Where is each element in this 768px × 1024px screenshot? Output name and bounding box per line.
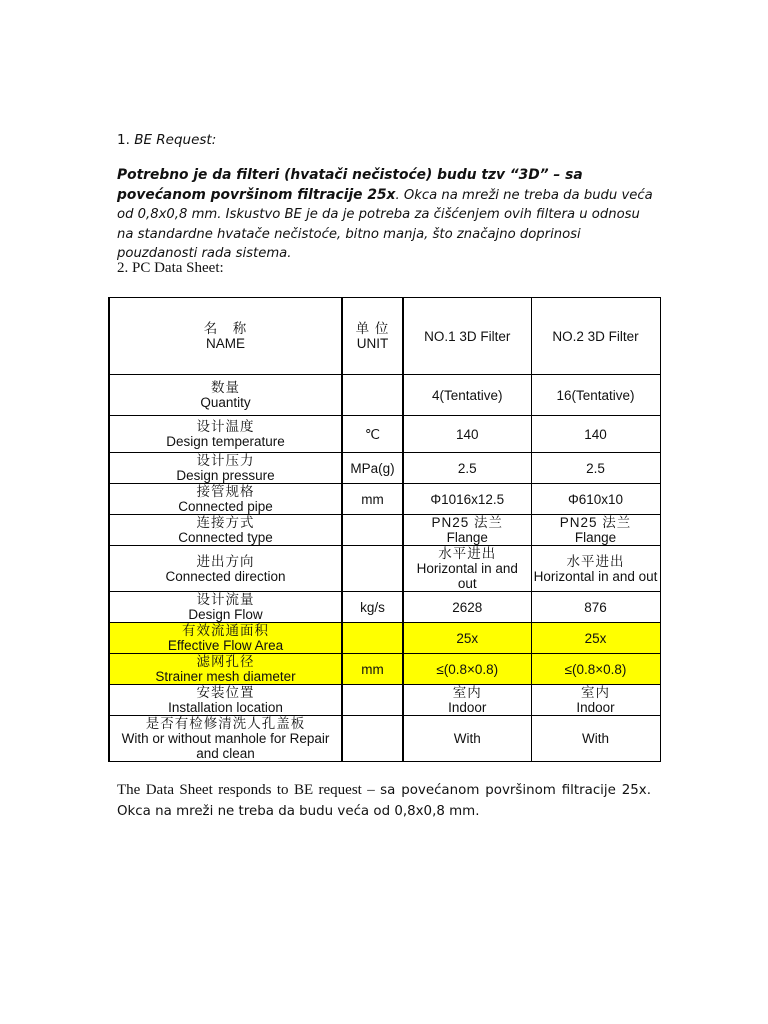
row-unit-cell [342,546,403,592]
data-sheet-table [108,297,661,762]
header-col2-cell: NO.2 3D Filter [531,298,660,375]
row-name-en: Design temperature [166,434,285,449]
row-name-cjk: 接管规格 [196,484,255,499]
table-row [109,416,660,453]
table-row [109,546,660,592]
header-name-en: NAME [205,336,245,351]
conclusion-sans-text: sa povećanom površinom filtracije 25x. Okca na mreži ne treba da budu veća od 0,8x0,8 mm. [117,783,651,819]
row-name-cell [109,654,342,685]
section-1-title: BE Request: [134,132,217,148]
row-value1-cjk: 水平进出 [438,546,497,561]
row-name-cjk: 设计压力 [196,453,255,468]
row-value2-cell [531,685,660,716]
row-value1-cell: ≤(0.8×0.8) [403,654,531,685]
row-name-cjk: 设计温度 [196,419,255,434]
request-bold-text: Potrebno je da filteri (hvatači nečistoće) budu tzv “3D” – sa povećanom površinom filtracije 25x [117,167,583,203]
row-unit-cell [342,685,403,716]
row-value2-cell: 25x [531,623,660,654]
row-name-en: Quantity [200,395,251,410]
row-name-cell [109,484,342,515]
row-value2-cell: 876 [531,592,660,623]
row-value2-cjk: PN25 法兰 [559,515,632,530]
row-name-en: Design pressure [176,468,275,483]
header-unit-cell [342,298,403,375]
table-row [109,685,660,716]
row-value1-cell [403,515,531,546]
row-value1-cell: 2.5 [403,453,531,484]
row-value1-cell [403,685,531,716]
row-value2-cell: ≤(0.8×0.8) [531,654,660,685]
header-unit-en: UNIT [356,336,389,351]
conclusion-serif-text: The Data Sheet responds to BE request – [117,782,381,798]
row-value2-cell: 140 [531,416,660,453]
header-col1-cell: NO.1 3D Filter [403,298,531,375]
row-name-cjk: 安装位置 [196,685,255,700]
row-value2-cjk: 室内 [581,685,610,700]
row-name-cjk: 进出方向 [196,553,255,569]
row-name-cell [109,375,342,416]
row-name-cjk: 是否有检修清洗人孔盖板 [145,716,306,731]
row-unit-cell [342,515,403,546]
header-unit-cjk: 单 位 [355,321,390,336]
row-name-en: Connected direction [165,568,286,584]
row-name-cell [109,546,342,592]
request-rest-text: . Okca na mreži ne treba da budu veća od 0,8x0,8 mm. Iskustvo BE je da je potreba za čišćenjem ovih filtera u odnosu na standardne hvatače nečistoće, bitno manja, što značajno doprinosi pouzdanosti rada sistema. [117,187,653,261]
header-name-cjk: 名 称 [203,321,248,336]
row-value1-cell: 25x [403,623,531,654]
row-unit-cell: ℃ [342,416,403,453]
row-value2-cell: 16(Tentative) [531,375,660,416]
row-unit-cell [342,623,403,654]
header-name-cell [109,298,342,375]
row-value1-cell: 2628 [403,592,531,623]
row-value1-en: Indoor [448,700,487,715]
row-name-cjk: 数量 [211,380,240,395]
row-value1-en: Horizontal in and out [416,561,518,591]
row-value1-cjk: 室内 [452,685,482,700]
row-value2-cjk: 水平进出 [566,553,625,569]
row-unit-cell: mm [342,654,403,685]
row-value2-cell: 2.5 [531,453,660,484]
row-name-cell [109,515,342,546]
row-name-en: Effective Flow Area [167,638,284,653]
table-row [109,484,660,515]
row-value1-cjk: PN25 法兰 [431,515,504,530]
row-value2-cell: With [531,716,660,762]
row-name-cell [109,623,342,654]
row-value2-en: Indoor [576,700,615,715]
row-name-en: Connected pipe [178,499,273,514]
row-name-cjk: 有效流通面积 [182,623,269,638]
be-request-paragraph [117,166,657,264]
table-header-row [109,298,660,375]
row-name-en: With or without manhole for Repair and clean [121,731,330,761]
row-value2-en: Flange [574,530,617,545]
table-row [109,592,660,623]
row-value1-cell [403,546,531,592]
row-name-cell [109,416,342,453]
row-name-cell [109,592,342,623]
table-row [109,623,660,654]
row-name-cjk: 滤网孔径 [196,654,255,669]
conclusion-paragraph [117,780,651,822]
row-unit-cell [342,716,403,762]
table-row [109,654,660,685]
row-value2-cell [531,546,660,592]
row-value1-cell: 140 [403,416,531,453]
row-unit-cell: kg/s [342,592,403,623]
row-unit-cell: MPa(g) [342,453,403,484]
row-name-en: Strainer mesh diameter [155,669,296,684]
row-name-cell [109,685,342,716]
row-unit-cell [342,375,403,416]
section-2-heading: 2. PC Data Sheet: [117,260,224,276]
row-unit-cell: mm [342,484,403,515]
row-name-en: Installation location [168,700,283,715]
row-value1-cell: Φ1016x12.5 [403,484,531,515]
row-value2-en: Horizontal in and out [533,568,658,584]
row-value2-cell: Φ610x10 [531,484,660,515]
section-1-heading [117,130,657,150]
row-name-en: Connected type [178,530,273,545]
row-value1-cell: 4(Tentative) [403,375,531,416]
table-row [109,515,660,546]
table-row [109,375,660,416]
row-name-cell [109,716,342,762]
table-row [109,453,660,484]
row-name-cell [109,453,342,484]
row-value2-cell [531,515,660,546]
table-row [109,716,660,762]
row-value1-en: Flange [446,530,488,545]
row-value1-cell: With [403,716,531,762]
section-1-number: 1. [117,132,130,148]
row-name-cjk: 连接方式 [196,515,255,530]
row-name-cjk: 设计流量 [196,592,255,607]
row-name-en: Design Flow [188,607,263,622]
